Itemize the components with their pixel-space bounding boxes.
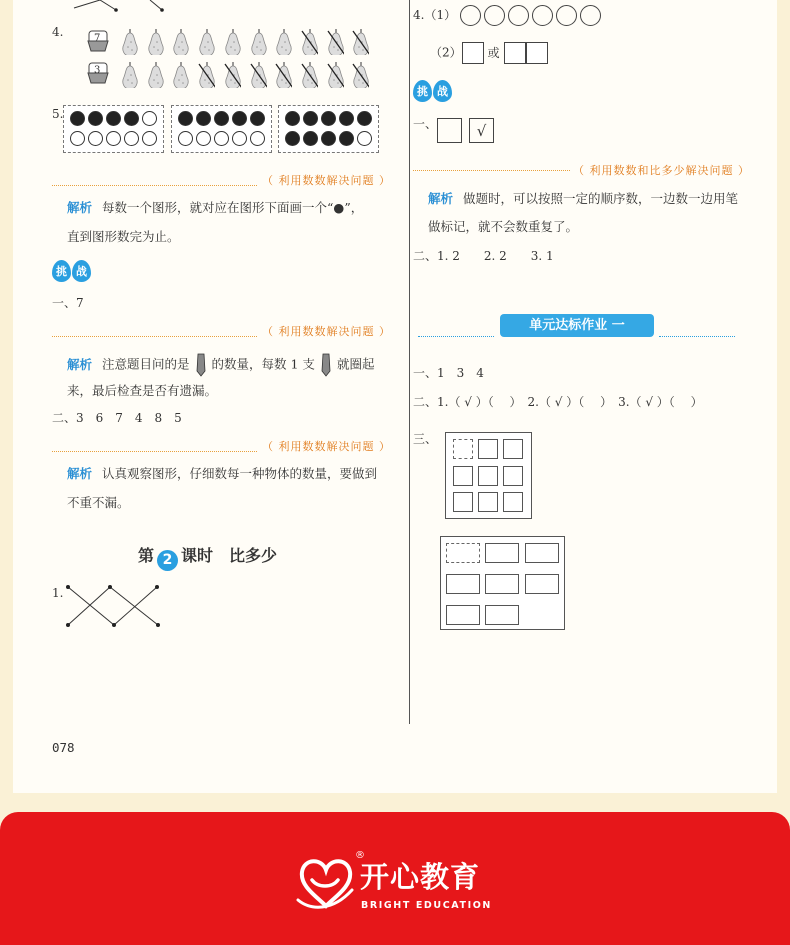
grid-cell: [503, 492, 523, 512]
answer-square: [462, 42, 484, 64]
empty-dot: [357, 131, 372, 146]
question-5-label: 5.: [52, 107, 64, 121]
filled-dot: [357, 111, 372, 126]
pear-icon: [249, 27, 267, 55]
dot-row-bottom: [285, 131, 372, 146]
challenge-answer: 一、7: [52, 296, 84, 310]
unit-answer-three: 三、: [413, 432, 438, 446]
right-analysis-text-b: 做标记，就不会数重复了。: [428, 219, 579, 234]
answer-box-checked: √: [469, 118, 494, 143]
pear-icon: [223, 27, 241, 55]
pear-crossed-icon: [249, 60, 267, 88]
filled-dot: [303, 131, 318, 146]
empty-dot: [70, 131, 85, 146]
grid-cell: [478, 492, 498, 512]
pencil-icon: [194, 353, 208, 377]
filled-dot: [321, 111, 336, 126]
analysis-1-line-1: [67, 199, 363, 217]
analysis-2-line-1: [67, 353, 374, 377]
filled-dot: [339, 111, 354, 126]
filled-dot: [285, 131, 300, 146]
right-q4-1: [413, 5, 604, 26]
dot-row-top: [70, 111, 157, 126]
grid-cell-dashed: [446, 543, 480, 563]
grid-cell: [453, 466, 473, 486]
filled-dot: [339, 131, 354, 146]
right-q4-2-label: （2）: [430, 45, 462, 60]
answer-square: [504, 42, 526, 64]
filled-dot: [106, 111, 121, 126]
analysis-label: 解析: [67, 356, 93, 372]
brand-name-en: BRIGHT EDUCATION: [361, 900, 492, 911]
dot-row-top: [285, 111, 372, 126]
brand-name-cn: 开心教育: [360, 860, 481, 894]
filled-dot: [303, 111, 318, 126]
right-answer-one-label: 一、: [413, 117, 438, 131]
right-answer-two: 二、1. 2 2. 2 3. 1: [413, 249, 554, 263]
filled-dot: [321, 131, 336, 146]
empty-dot: [124, 131, 139, 146]
lesson-number-badge: 2: [157, 550, 178, 571]
grid-cell: [503, 439, 523, 459]
challenge-badge: [413, 80, 453, 102]
basket-count-2: 3: [94, 65, 101, 76]
pear-icon: [274, 27, 292, 55]
filled-dot: [250, 111, 265, 126]
answer-circle: [460, 5, 481, 26]
filled-dot: [214, 111, 229, 126]
empty-dot: [196, 131, 211, 146]
banner-dotted-right: [659, 336, 735, 337]
analysis-3-line-1: [67, 465, 377, 483]
pear-crossed-icon: [223, 60, 241, 88]
topic-tag-1: （ 利用数数解决问题 ）: [262, 174, 391, 187]
analysis-2-text-b: 来，最后检查是否有遗漏。: [67, 383, 218, 398]
pear-crossed-icon: [351, 60, 369, 88]
grid-cell: [478, 439, 498, 459]
empty-dot: [232, 131, 247, 146]
unit-answer-one: 一、1 3 4: [413, 366, 484, 380]
empty-dot: [250, 131, 265, 146]
pear-crossed-icon: [326, 60, 344, 88]
right-analysis-line-1: [428, 190, 738, 208]
pear-icon: [171, 60, 189, 88]
challenge-drop-2: 战: [72, 260, 91, 282]
dotted-separator: [52, 336, 257, 337]
challenge-drop-1: 挑: [413, 80, 432, 102]
answer-circle: [532, 5, 553, 26]
analysis-1-text-a: 每数一个图形，就对应在图形下面画一个“●”，: [102, 200, 364, 215]
pear-icon: [146, 27, 164, 55]
analysis-2-text-a1: 注意题目问的是: [102, 356, 190, 372]
pear-icon: [146, 60, 164, 88]
empty-dot: [178, 131, 193, 146]
filled-dot: [70, 111, 85, 126]
basket-count-1: 7: [94, 33, 101, 44]
right-analysis-text-a: 做题时，可以按照一定的顺序数，一边数一边用笔: [463, 191, 739, 206]
or-text: 或: [487, 45, 500, 60]
dotted-separator: [52, 451, 257, 452]
pear-icon: [120, 27, 138, 55]
grid-cell: [503, 466, 523, 486]
page-number: 078: [52, 740, 75, 755]
filled-dot: [196, 111, 211, 126]
empty-dot: [106, 131, 121, 146]
challenge-badge: [52, 260, 92, 282]
answer-circle: [508, 5, 529, 26]
lesson-title-prefix: 第: [138, 546, 155, 565]
pear-crossed-icon: [326, 27, 344, 55]
right-q4-1-label: 4.（1）: [413, 8, 457, 22]
pear-icon: [197, 27, 215, 55]
lesson-title: [138, 543, 277, 571]
grid-cell: [446, 605, 480, 625]
question-4-label: 4.: [52, 25, 64, 39]
dot-row-bottom: [178, 131, 265, 146]
matching-lines-diagram: [60, 580, 170, 632]
banner-dotted-left: [418, 336, 494, 337]
heart-logo-icon: [292, 850, 358, 916]
dot-group-3: [278, 105, 379, 153]
dot-group-1: [63, 105, 164, 153]
unit-banner: 单元达标作业 一: [500, 314, 654, 337]
answer-circle: [580, 5, 601, 26]
dot-group-2: [171, 105, 272, 153]
pear-crossed-icon: [351, 27, 369, 55]
answer-two-left: 二、3 6 7 4 8 5: [52, 411, 182, 425]
previous-matching-lines: [70, 0, 170, 14]
grid-cell: [525, 543, 559, 563]
grid-cell: [453, 492, 473, 512]
grid-cell: [485, 543, 519, 563]
challenge-drop-1: 挑: [52, 260, 71, 282]
filled-dot: [178, 111, 193, 126]
topic-tag-3: （ 利用数数解决问题 ）: [262, 440, 391, 453]
grid-cell: [446, 574, 480, 594]
question-1-label: 1.: [52, 586, 64, 600]
pencil-icon: [319, 353, 333, 377]
analysis-label: 解析: [428, 191, 454, 206]
pear-crossed-icon: [300, 60, 318, 88]
topic-tag-2: （ 利用数数解决问题 ）: [262, 325, 391, 338]
analysis-label: 解析: [67, 466, 93, 481]
analysis-label: 解析: [67, 200, 93, 215]
empty-dot: [214, 131, 229, 146]
analysis-3-text-b: 不重不漏。: [67, 495, 130, 510]
grid-cell: [485, 574, 519, 594]
answer-box-empty: [437, 118, 462, 143]
empty-dot: [88, 131, 103, 146]
challenge-drop-2: 战: [433, 80, 452, 102]
pear-crossed-icon: [197, 60, 215, 88]
grid-cell: [478, 466, 498, 486]
dotted-separator: [413, 170, 570, 171]
analysis-2-text-a2: 的数量，每数 1 支: [211, 356, 315, 372]
pear-crossed-icon: [274, 60, 292, 88]
filled-dot: [285, 111, 300, 126]
pear-crossed-icon: [300, 27, 318, 55]
grid-cell-dashed: [453, 439, 473, 459]
dot-row-top: [178, 111, 265, 126]
filled-dot: [124, 111, 139, 126]
analysis-2-text-a3: 就圈起: [336, 356, 375, 372]
topic-tag-right: （ 利用数数和比多少解决问题 ）: [573, 164, 750, 177]
registered-mark: ®: [355, 850, 365, 861]
lesson-title-suffix: 课时 比多少: [181, 546, 278, 565]
grid-cell: [485, 605, 519, 625]
answer-circle: [556, 5, 577, 26]
analysis-1-text-b: 直到图形数完为止。: [67, 229, 180, 244]
column-divider: [409, 0, 410, 724]
pear-icon: [171, 27, 189, 55]
answer-circle: [484, 5, 505, 26]
filled-dot: [232, 111, 247, 126]
dotted-separator: [52, 185, 257, 186]
unit-answer-two: 二、1.（ √ ）（ ） 2.（ √ ）（ ） 3.（ √ ）（ ）: [413, 395, 703, 409]
grid-cell: [525, 574, 559, 594]
empty-dot: [142, 111, 157, 126]
analysis-3-text-a: 认真观察图形，仔细数每一种物体的数量，要做到: [102, 466, 378, 481]
answer-square: [526, 42, 548, 64]
dot-row-bottom: [70, 131, 157, 146]
empty-dot: [142, 131, 157, 146]
filled-dot: [88, 111, 103, 126]
right-q4-2: [430, 42, 548, 64]
pear-icon: [120, 60, 138, 88]
